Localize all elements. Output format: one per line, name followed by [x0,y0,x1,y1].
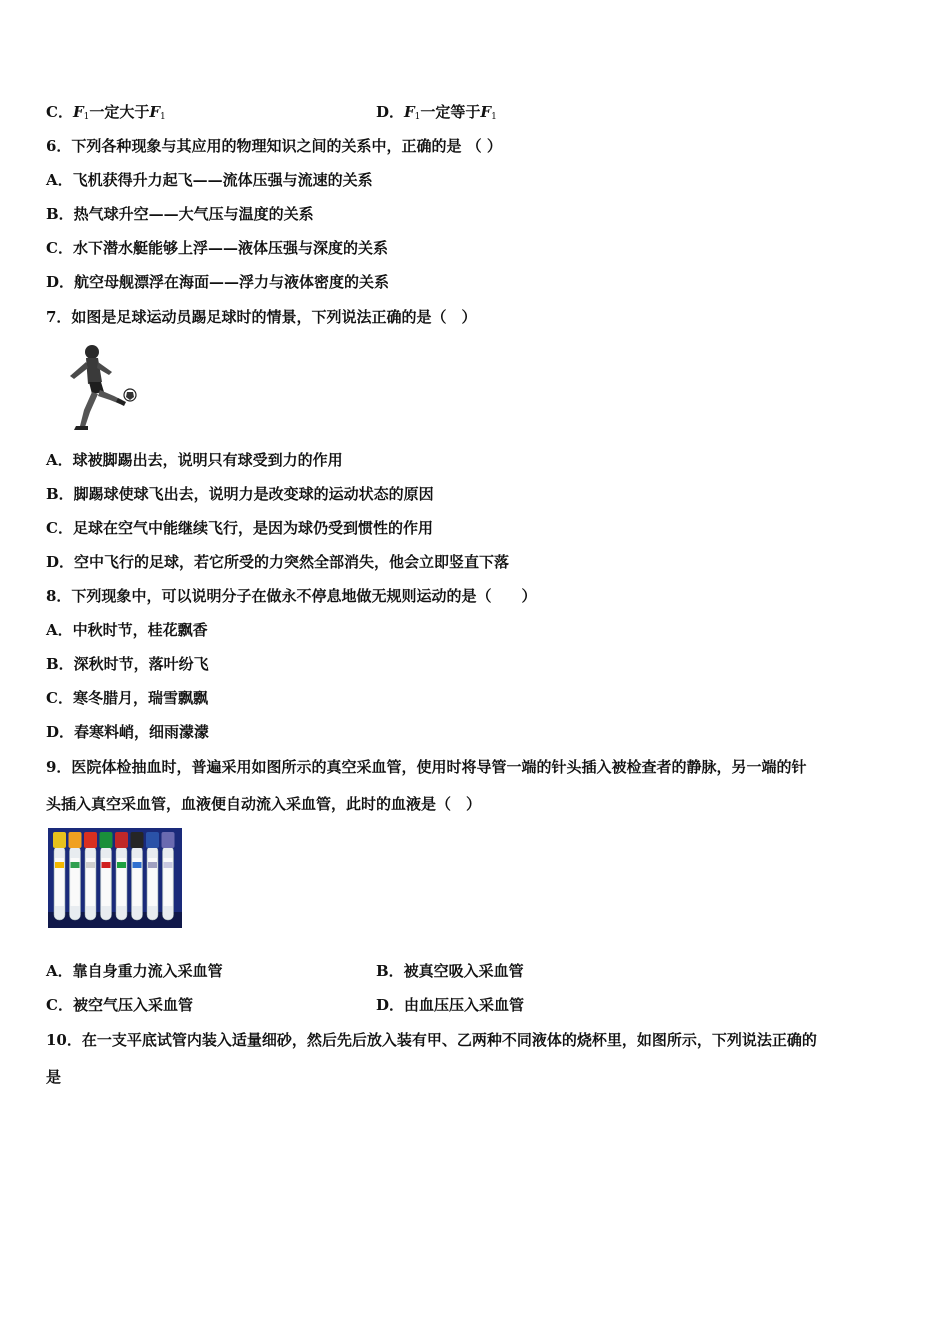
q7-option-c[interactable]: C．足球在空气中能继续飞行，是因为球仍受到惯性的作用 [46,519,433,537]
blood-tubes-photo [48,828,182,928]
q8-option-d[interactable]: D．春寒料峭，细雨濛濛 [46,723,210,741]
blood-tube [131,832,144,920]
q8-option-a[interactable]: A．中秋时节，桂花飘香 [46,621,208,639]
q7-option-b[interactable]: B．脚踢球使球飞出去，说明力是改变球的运动状态的原因 [46,485,434,503]
q10-stem-line1: 10．在一支平底试管内装入适量细砂，然后先后放入装有甲、乙两种不同液体的烧杯里，如图所示，下列说法正确的 [46,1031,817,1049]
q8-stem: 8．下列现象中，可以说明分子在做永不停息地做无规则运动的是（ ） [46,587,537,605]
q9-option-a[interactable]: A．靠自身重力流入采血管 [46,962,223,980]
blood-tube [100,832,113,920]
q6-option-b[interactable]: B．热气球升空——大气压与温度的关系 [46,205,314,223]
q6-stem: 6．下列各种现象与其应用的物理知识之间的关系中，正确的是 （ ） [46,137,502,155]
q6-option-d[interactable]: D．航空母舰漂浮在海面——浮力与液体密度的关系 [46,273,390,291]
football-player-icon [70,345,126,430]
q6-option-c[interactable]: C．水下潜水艇能够上浮——液体压强与深度的关系 [46,239,388,257]
q6-option-a[interactable]: A．飞机获得升力起飞——流体压强与流速的关系 [46,171,373,189]
q9-option-c[interactable]: C．被空气压入采血管 [46,996,193,1014]
blood-tube [53,832,66,920]
blood-tube [162,832,175,920]
q7-stem: 7．如图是足球运动员踢足球时的情景，下列说法正确的是（ ） [46,308,477,326]
blood-tube [146,832,159,920]
blood-tube [84,832,97,920]
q8-option-c[interactable]: C．寒冬腊月，瑞雪飘飘 [46,689,208,707]
q9-stem-line1: 9．医院体检抽血时，普遍采用如图所示的真空采血管，使用时将导管一端的针头插入被检查者的静脉，另一端的针 [46,758,807,776]
football-player-figure [52,342,138,432]
q7-option-d[interactable]: D．空中飞行的足球，若它所受的力突然全部消失，他会立即竖直下落 [46,553,510,571]
blood-tube [115,832,128,920]
q5-option-d[interactable]: D．$F_1$一定等于$F_1$ [376,103,497,122]
football-ball-icon [124,389,136,401]
q9-option-d[interactable]: D．由血压压入采血管 [376,996,525,1014]
q5-option-c[interactable]: C．$F_1$一定大于$F_1$ [46,103,166,122]
q9-stem-line2: 头插入真空采血管，血液便自动流入采血管，此时的血液是（ ） [46,795,482,813]
q7-option-a[interactable]: A．球被脚踢出去，说明只有球受到力的作用 [46,451,343,469]
q8-option-b[interactable]: B．深秋时节，落叶纷飞 [46,655,209,673]
q9-option-b[interactable]: B．被真空吸入采血管 [376,962,524,980]
q10-stem-line2: 是 [46,1068,62,1086]
blood-tube [69,832,82,920]
